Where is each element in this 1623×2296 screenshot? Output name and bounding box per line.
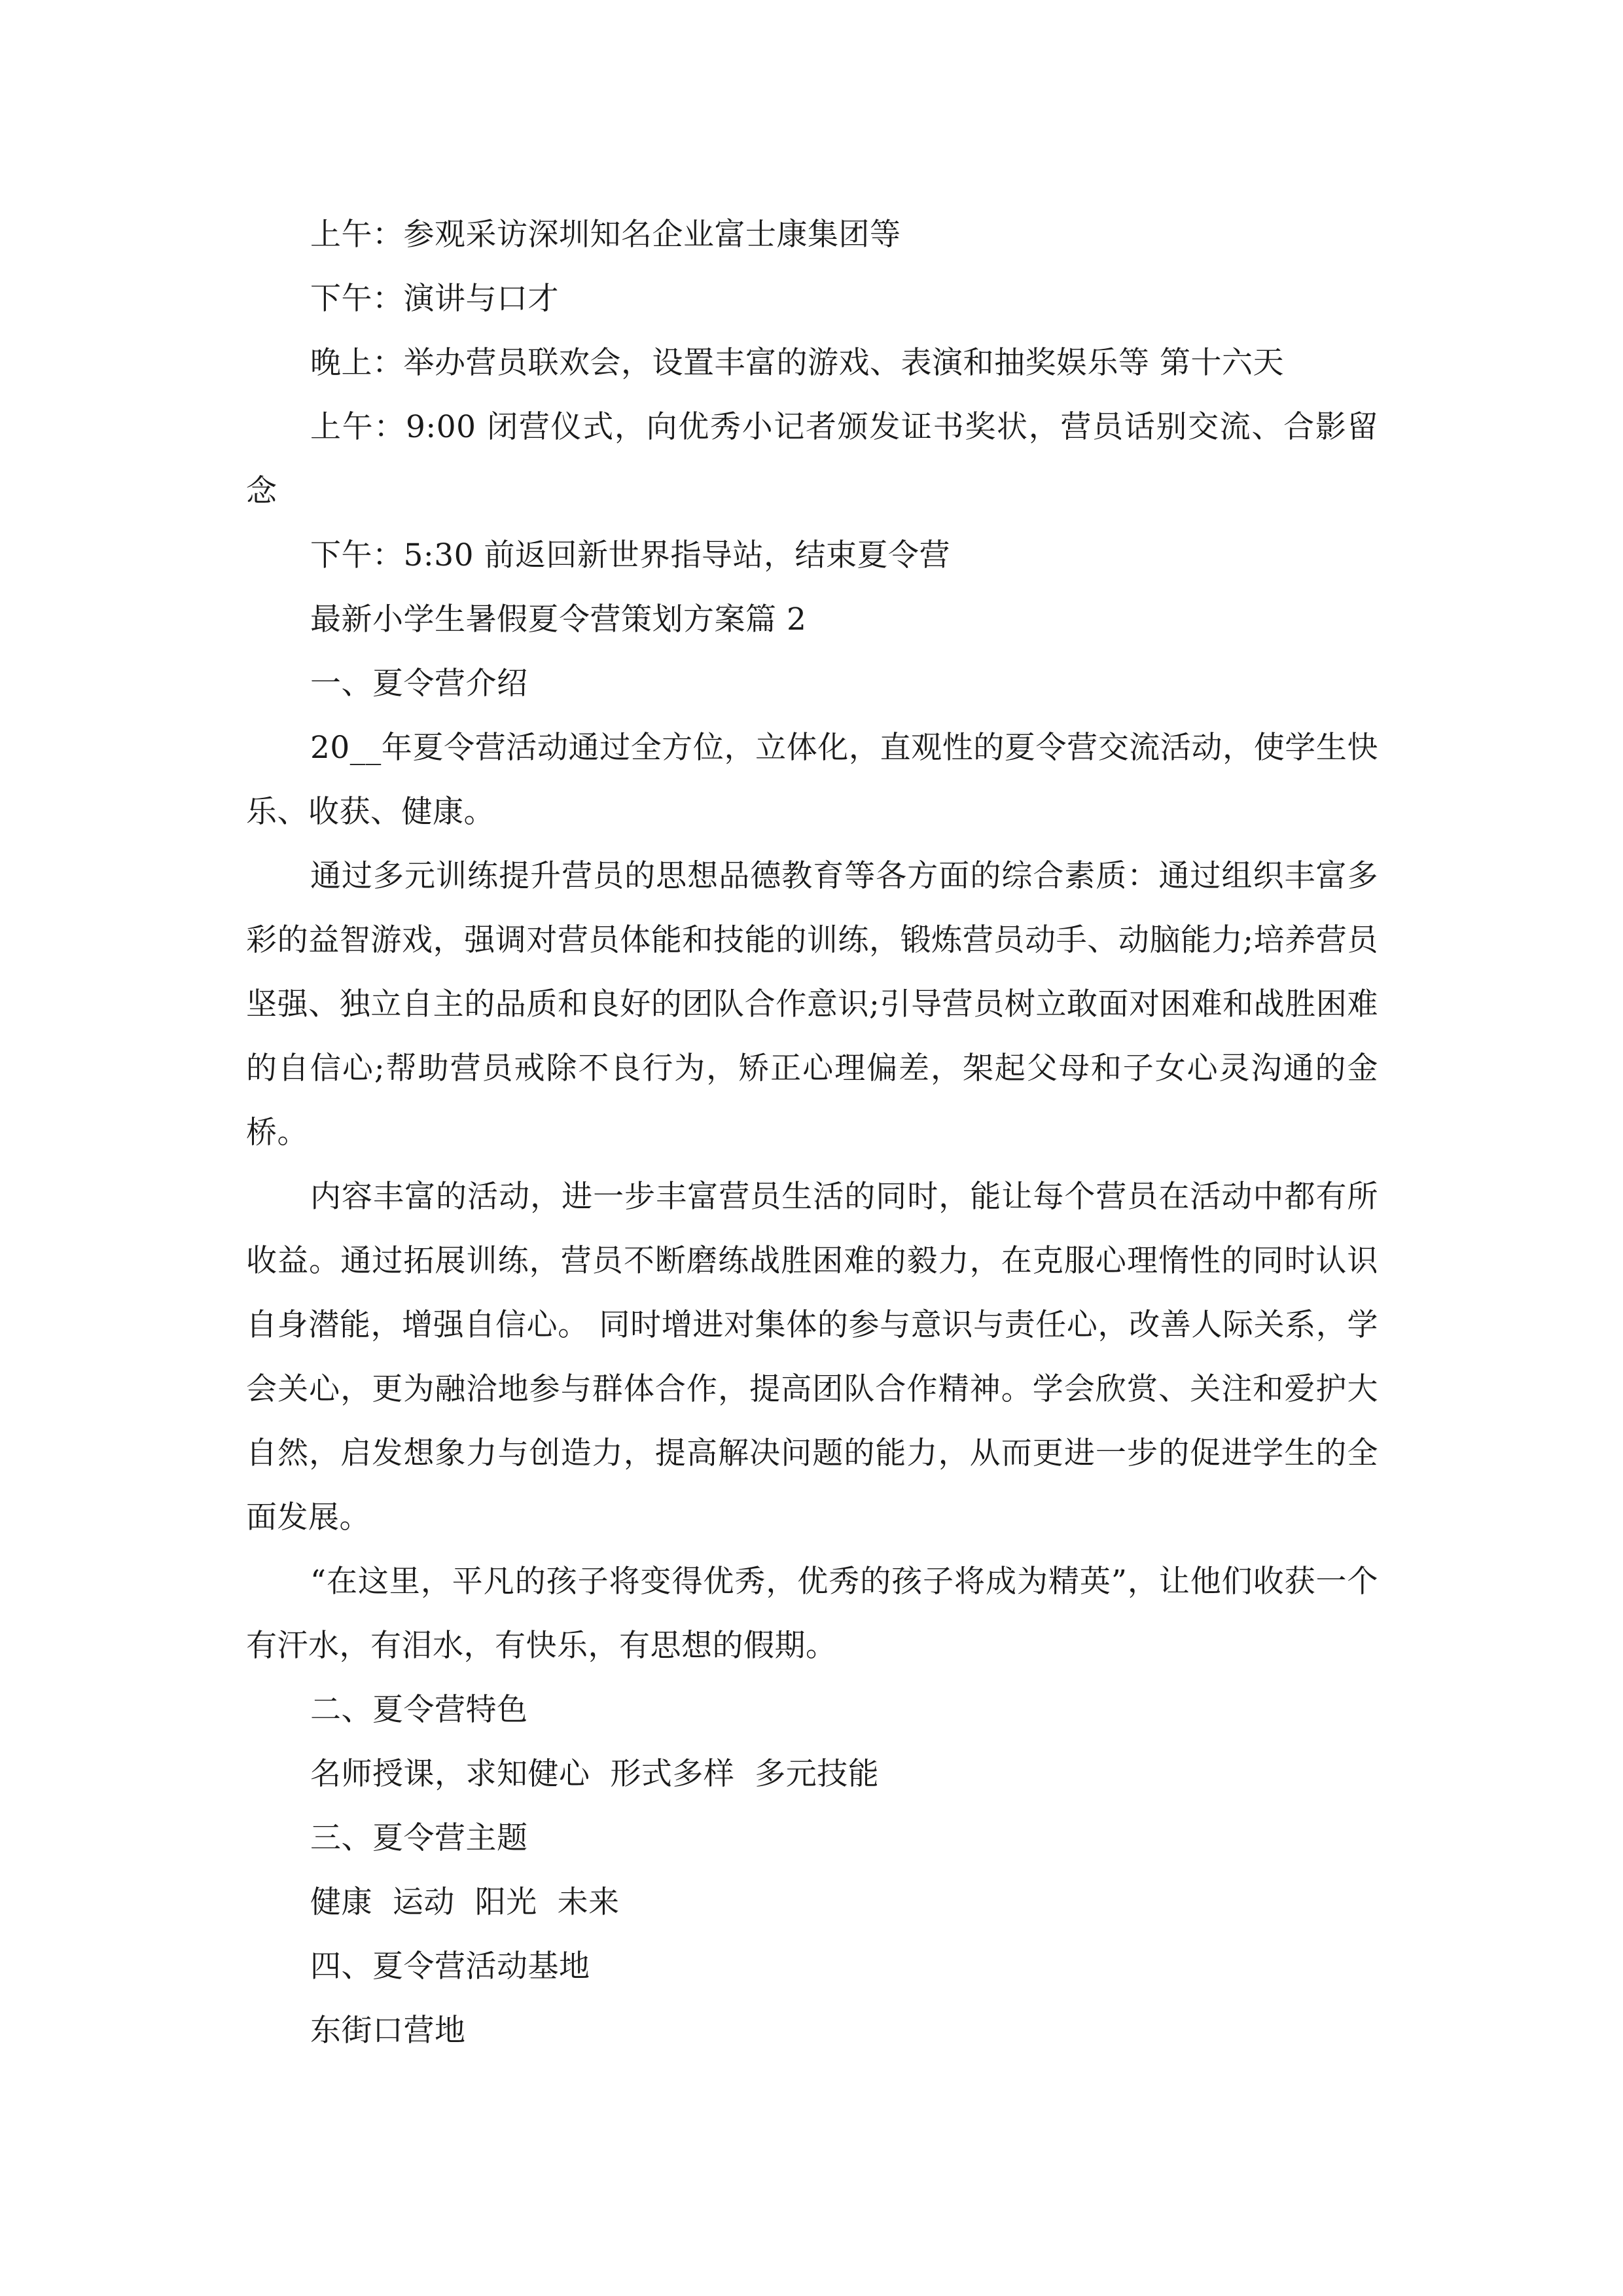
heading-camp-theme: 三、夏令营主题: [310, 1820, 528, 1856]
base-line: 东街口营地: [310, 2013, 466, 2049]
quote-paragraph: “在这里，平凡的孩子将变得优秀，优秀的孩子将成为精英”，让他们收获一个有汗水，有泪水，有快乐，有思想的假期。: [246, 1564, 1378, 1664]
theme-line: 健康 运动 阳光 未来: [310, 1884, 620, 1920]
plan-section-title: 最新小学生暑假夏令营策划方案篇 2: [310, 601, 807, 637]
schedule-morning-line: 上午：参观采访深圳知名企业富士康集团等: [310, 217, 901, 253]
schedule-afternoon-line: 下午：演讲与口才: [310, 281, 559, 317]
closing-ceremony-line: 上午：9:00 闭营仪式，向优秀小记者颁发证书奖状，营员话别交流、合影留念: [246, 409, 1378, 509]
features-line: 名师授课，求知健心 形式多样 多元技能: [310, 1756, 880, 1792]
schedule-evening-line: 晚上：举办营员联欢会，设置丰富的游戏、表演和抽奖娱乐等 第十六天: [310, 345, 1284, 381]
document-body: [246, 203, 1378, 2063]
intro-paragraph: 20__年夏令营活动通过全方位，立体化，直观性的夏令营交流活动，使学生快乐、收获、健康。: [246, 730, 1378, 830]
heading-camp-features: 二、夏令营特色: [310, 1692, 528, 1728]
camp-end-line: 下午：5:30 前返回新世界指导站，结束夏令营: [310, 537, 950, 573]
heading-camp-intro: 一、夏令营介绍: [310, 666, 528, 702]
activities-paragraph: 内容丰富的活动，进一步丰富营员生活的同时，能让每个营员在活动中都有所收益。通过拓展训练，营员不断磨练战胜困难的毅力，在克服心理惰性的同时认识自身潜能，增强自信心。 同时增进对集体的参与意识与责任心，改善人际关系，学会关心，更为融洽地参与群体合作，提高团队合作精神。学会欣赏、关注和爱护大自然，启发想象力与创造力，提高解决问题的能力，从而更进一步的促进学生的全面发展。: [246, 1179, 1378, 1535]
training-paragraph: 通过多元训练提升营员的思想品德教育等各方面的综合素质：通过组织丰富多彩的益智游戏，强调对营员体能和技能的训练，锻炼营员动手、动脑能力;培养营员坚强、独立自主的品质和良好的团队合作意识;引导营员树立敢面对困难和战胜困难的自信心;帮助营员戒除不良行为，矫正心理偏差，架起父母和子女心灵沟通的金桥。: [246, 858, 1378, 1151]
heading-camp-base: 四、夏令营活动基地: [310, 1948, 590, 1984]
